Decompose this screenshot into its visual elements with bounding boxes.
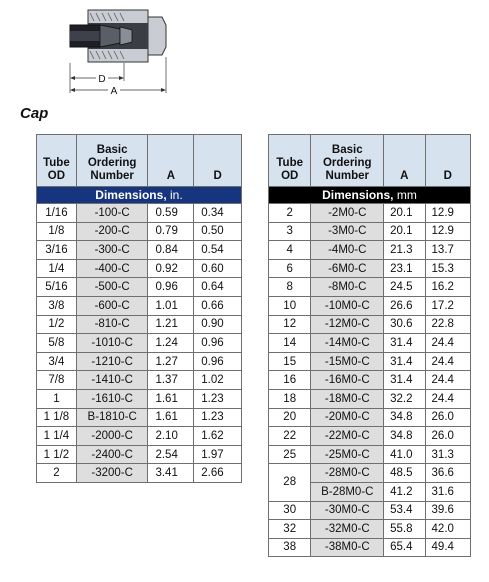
inch-dimensions-table <box>36 134 242 483</box>
ordering-number-cell: -16M0-C <box>311 371 384 390</box>
dimension-d-cell: 31.3 <box>425 445 470 464</box>
ordering-number-cell: -100-C <box>76 204 148 223</box>
dimension-d-header: D <box>425 135 470 187</box>
dimension-a-cell: 31.4 <box>384 352 425 371</box>
dimension-d-cell: 0.60 <box>194 259 242 278</box>
ordering-number-cell: -1010-C <box>76 334 148 353</box>
tube-od-cell: 1/8 <box>37 222 77 241</box>
table-row <box>37 278 242 297</box>
ordering-number-cell: -22M0-C <box>311 427 384 446</box>
ordering-number-cell: -14M0-C <box>311 334 384 353</box>
table-row <box>37 296 242 315</box>
dimension-d-label: D <box>98 74 106 85</box>
tube-od-cell: 1 1/8 <box>37 408 77 427</box>
ordering-number-cell: -500-C <box>76 278 148 297</box>
ordering-number-cell: -28M0-C <box>311 464 384 483</box>
ordering-number-header: Basic Ordering Number <box>311 135 384 187</box>
tube-od-cell: 1/4 <box>37 259 77 278</box>
ordering-number-cell: -300-C <box>76 241 148 260</box>
tube-od-cell: 38 <box>269 538 311 557</box>
units-band <box>269 187 471 204</box>
tube-od-cell: 5/8 <box>37 334 77 353</box>
dimension-d-cell: 1.23 <box>194 408 242 427</box>
dimension-a-cell: 31.4 <box>384 334 425 353</box>
table-row <box>37 389 242 408</box>
dimension-d-cell: 0.34 <box>194 204 242 223</box>
table-row <box>269 408 471 427</box>
ordering-number-cell: -38M0-C <box>311 538 384 557</box>
ordering-number-cell: -15M0-C <box>311 352 384 371</box>
table-row <box>269 315 471 334</box>
table-header-row <box>37 135 242 187</box>
table-row <box>269 501 471 520</box>
tube-od-cell: 18 <box>269 389 311 408</box>
ordering-number-cell: -2M0-C <box>311 204 384 223</box>
dimension-a-cell: 1.27 <box>148 352 194 371</box>
ordering-number-cell: -30M0-C <box>311 501 384 520</box>
tube-od-cell: 3/16 <box>37 241 77 260</box>
tube-od-cell: 16 <box>269 371 311 390</box>
dimension-a-cell: 0.84 <box>148 241 194 260</box>
table-row <box>37 315 242 334</box>
tube-od-cell: 28 <box>269 464 311 501</box>
tube-od-cell: 2 <box>37 464 77 483</box>
dimension-d-cell: 2.66 <box>194 464 242 483</box>
ordering-number-cell: -32M0-C <box>311 520 384 539</box>
ordering-number-cell: -12M0-C <box>311 315 384 334</box>
units-band <box>37 187 242 204</box>
dimension-a-cell: 1.24 <box>148 334 194 353</box>
table-row <box>269 222 471 241</box>
table-row <box>37 204 242 223</box>
tube-od-cell: 6 <box>269 259 311 278</box>
tube-od-header: Tube OD <box>37 135 77 187</box>
dimension-d-cell: 1.97 <box>194 445 242 464</box>
dimension-d-cell: 16.2 <box>425 278 470 297</box>
dimension-a-cell: 1.37 <box>148 371 194 390</box>
dimension-d-cell: 1.62 <box>194 427 242 446</box>
dimension-d-cell: 1.23 <box>194 389 242 408</box>
ordering-number-cell: -2400-C <box>76 445 148 464</box>
table-row <box>37 259 242 278</box>
ordering-number-cell: B-1810-C <box>76 408 148 427</box>
tube-od-cell: 30 <box>269 501 311 520</box>
dimension-d-cell: 24.4 <box>425 352 470 371</box>
band-label: Dimensions, <box>322 188 394 202</box>
dimension-d-cell: 0.96 <box>194 334 242 353</box>
dimension-a-cell: 0.59 <box>148 204 194 223</box>
tube-od-cell: 1 1/2 <box>37 445 77 464</box>
ordering-number-cell: -810-C <box>76 315 148 334</box>
table-row <box>269 352 471 371</box>
dimension-d-cell: 26.0 <box>425 408 470 427</box>
dimension-a-cell: 31.4 <box>384 371 425 390</box>
dimension-d-cell: 24.4 <box>425 334 470 353</box>
table-row <box>269 389 471 408</box>
dimension-a-cell: 23.1 <box>384 259 425 278</box>
band-unit: in. <box>170 188 183 202</box>
dimension-d-header: D <box>194 135 242 187</box>
table-row <box>37 445 242 464</box>
dimension-a-header: A <box>384 135 425 187</box>
dimension-d-cell: 42.0 <box>425 520 470 539</box>
ordering-number-cell: -600-C <box>76 296 148 315</box>
table-row <box>269 259 471 278</box>
table-row <box>37 464 242 483</box>
ordering-number-cell: -2000-C <box>76 427 148 446</box>
table-row <box>269 296 471 315</box>
ordering-number-cell: -1410-C <box>76 371 148 390</box>
ordering-number-cell: -1210-C <box>76 352 148 371</box>
tube-od-cell: 10 <box>269 296 311 315</box>
dimension-d-cell: 24.4 <box>425 389 470 408</box>
tube-od-cell: 7/8 <box>37 371 77 390</box>
dimension-a-cell: 26.6 <box>384 296 425 315</box>
dimension-d-cell: 0.64 <box>194 278 242 297</box>
dimension-a-cell: 1.21 <box>148 315 194 334</box>
dimension-d-cell: 1.02 <box>194 371 242 390</box>
dimension-a-cell: 0.79 <box>148 222 194 241</box>
dimension-a-cell: 55.8 <box>384 520 425 539</box>
tube-od-cell: 32 <box>269 520 311 539</box>
dimension-a-cell: 0.92 <box>148 259 194 278</box>
tube-od-cell: 1/2 <box>37 315 77 334</box>
dimension-d-cell: 0.66 <box>194 296 242 315</box>
section-title: Cap <box>20 105 49 122</box>
ordering-number-cell: -18M0-C <box>311 389 384 408</box>
table-row <box>37 222 242 241</box>
dimension-a-cell: 2.54 <box>148 445 194 464</box>
table-row <box>269 371 471 390</box>
dimension-d-cell: 0.54 <box>194 241 242 260</box>
tube-od-cell: 3/8 <box>37 296 77 315</box>
dimension-a-cell: 20.1 <box>384 222 425 241</box>
dimension-a-cell: 41.0 <box>384 445 425 464</box>
ordering-number-cell: -25M0-C <box>311 445 384 464</box>
dimension-a-cell: 3.41 <box>148 464 194 483</box>
table-row <box>269 427 471 446</box>
table-row <box>269 204 471 223</box>
cap-cross-section-diagram <box>66 5 174 100</box>
dimension-d-cell: 17.2 <box>425 296 470 315</box>
ordering-number-cell: -20M0-C <box>311 408 384 427</box>
tube-od-cell: 1 1/4 <box>37 427 77 446</box>
tube-od-cell: 25 <box>269 445 311 464</box>
ordering-number-cell: -3200-C <box>76 464 148 483</box>
ordering-number-cell: -3M0-C <box>311 222 384 241</box>
table-row <box>37 241 242 260</box>
metric-dimensions-table <box>268 134 471 557</box>
dimension-a-cell: 1.61 <box>148 408 194 427</box>
tube-od-cell: 12 <box>269 315 311 334</box>
table-row <box>269 445 471 464</box>
table-row <box>269 464 471 483</box>
ordering-number-cell: -6M0-C <box>311 259 384 278</box>
dimension-a-cell: 30.6 <box>384 315 425 334</box>
ordering-number-cell: B-28M0-C <box>311 482 384 501</box>
table-row <box>269 241 471 260</box>
tube-od-cell: 1 <box>37 389 77 408</box>
dimension-d-cell: 0.96 <box>194 352 242 371</box>
dimension-a-cell: 48.5 <box>384 464 425 483</box>
dimension-d-cell: 0.50 <box>194 222 242 241</box>
dimension-a-label: A <box>110 86 118 97</box>
dimension-d-cell: 31.6 <box>425 482 470 501</box>
dimension-a-cell: 34.8 <box>384 427 425 446</box>
dimension-d-cell: 36.6 <box>425 464 470 483</box>
table-row <box>37 334 242 353</box>
dimension-a-header: A <box>148 135 194 187</box>
tube-od-cell: 2 <box>269 204 311 223</box>
table-row <box>37 408 242 427</box>
ordering-number-cell: -8M0-C <box>311 278 384 297</box>
table-row <box>37 352 242 371</box>
dimension-d-cell: 26.0 <box>425 427 470 446</box>
dimension-a-cell: 32.2 <box>384 389 425 408</box>
ordering-number-cell: -1610-C <box>76 389 148 408</box>
table-row <box>269 334 471 353</box>
band-label: Dimensions, <box>95 188 167 202</box>
dimension-d-cell: 12.9 <box>425 222 470 241</box>
tube-od-cell: 8 <box>269 278 311 297</box>
tube-od-header: Tube OD <box>269 135 311 187</box>
table-row <box>37 427 242 446</box>
dimension-d-cell: 39.6 <box>425 501 470 520</box>
dimension-a-cell: 24.5 <box>384 278 425 297</box>
tube-od-cell: 4 <box>269 241 311 260</box>
dimension-a-cell: 21.3 <box>384 241 425 260</box>
table-header-row <box>269 135 471 187</box>
ordering-number-cell: -200-C <box>76 222 148 241</box>
dimension-d-cell: 12.9 <box>425 204 470 223</box>
dimension-d-cell: 13.7 <box>425 241 470 260</box>
tube-od-cell: 3/4 <box>37 352 77 371</box>
tube-od-cell: 5/16 <box>37 278 77 297</box>
dimension-a-cell: 1.61 <box>148 389 194 408</box>
table-row <box>269 278 471 297</box>
dimension-d-cell: 49.4 <box>425 538 470 557</box>
table-row <box>269 520 471 539</box>
ordering-number-cell: -10M0-C <box>311 296 384 315</box>
dimension-a-cell: 53.4 <box>384 501 425 520</box>
tube-od-cell: 15 <box>269 352 311 371</box>
dimension-a-cell: 0.96 <box>148 278 194 297</box>
ordering-number-header: Basic Ordering Number <box>76 135 148 187</box>
dimension-a-cell: 20.1 <box>384 204 425 223</box>
tube-od-cell: 3 <box>269 222 311 241</box>
dimension-d-cell: 15.3 <box>425 259 470 278</box>
dimension-a-cell: 41.2 <box>384 482 425 501</box>
dimension-d-cell: 0.90 <box>194 315 242 334</box>
ordering-number-cell: -400-C <box>76 259 148 278</box>
dimension-d-cell: 24.4 <box>425 371 470 390</box>
dimension-a-cell: 1.01 <box>148 296 194 315</box>
dimension-a-cell: 34.8 <box>384 408 425 427</box>
table-row <box>269 538 471 557</box>
band-unit: mm <box>396 188 417 202</box>
tube-od-cell: 1/16 <box>37 204 77 223</box>
tube-od-cell: 20 <box>269 408 311 427</box>
tube-od-cell: 22 <box>269 427 311 446</box>
ordering-number-cell: -4M0-C <box>311 241 384 260</box>
table-row <box>37 371 242 390</box>
dimension-a-cell: 65.4 <box>384 538 425 557</box>
tube-od-cell: 14 <box>269 334 311 353</box>
dimension-d-cell: 22.8 <box>425 315 470 334</box>
dimension-a-cell: 2.10 <box>148 427 194 446</box>
